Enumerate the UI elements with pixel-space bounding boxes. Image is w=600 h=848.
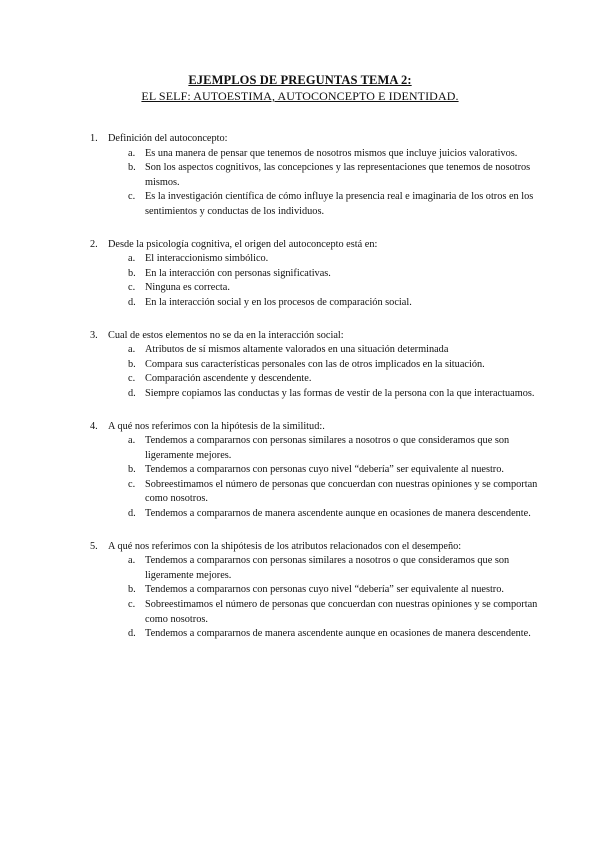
option-letter: d. [128, 296, 136, 308]
option-b [108, 267, 540, 282]
option-text: Es una manera de pensar que tenemos de nosotros mismos que incluye juicios valorativos. [145, 147, 518, 159]
option-letter: a. [128, 344, 136, 356]
option-b [108, 463, 540, 478]
option-letter: b. [128, 162, 136, 174]
option-text: Comparación ascendente y descendente. [145, 373, 312, 385]
option-text: En la interacción social y en los procesos de comparación social. [145, 296, 412, 308]
option-text: Tendemos a compararnos con personas cuyo nivel “debería” ser equivalente al nuestro. [145, 464, 504, 476]
question-3 [0, 329, 600, 402]
option-letter: d. [128, 387, 136, 399]
option-letter: a. [128, 253, 136, 265]
option-b [108, 358, 540, 373]
option-text: Ninguna es correcta. [145, 282, 230, 294]
question-text: Definición del autoconcepto: [108, 133, 228, 144]
option-text: Atributos de sí mismos altamente valorados en una situación determinada [145, 344, 449, 356]
option-a [108, 252, 540, 267]
option-d [108, 387, 540, 402]
option-letter: b. [128, 267, 136, 279]
option-text: El interaccionismo simbólico. [145, 253, 269, 265]
option-text: Es la investigación científica de cómo influye la presencia real e imaginaria de los otros en los sentimientos y conductas de los individuos. [145, 191, 534, 217]
option-text: Siempre copiamos las conductas y las formas de vestir de la persona con la que interactuamos. [145, 387, 535, 399]
question-2 [0, 238, 600, 311]
option-letter: c. [128, 478, 136, 490]
question-text: Cual de estos elementos no se da en la interacción social: [108, 329, 344, 341]
option-c [108, 598, 540, 627]
option-list [108, 554, 540, 642]
option-list [108, 147, 540, 220]
question-number: 1. [90, 133, 98, 144]
option-text: En la interacción con personas significativas. [145, 267, 331, 279]
question-list [0, 132, 600, 642]
page-title: EJEMPLOS DE PREGUNTAS TEMA 2: [188, 73, 412, 87]
page-subtitle: EL SELF: AUTOESTIMA, AUTOCONCEPTO E IDENTIDAD. [141, 89, 459, 103]
option-c [108, 281, 540, 296]
option-list [108, 434, 540, 522]
option-text: Tendemos a compararnos de manera ascendente aunque en ocasiones de manera descendente. [145, 508, 531, 520]
option-letter: c. [128, 282, 136, 294]
option-letter: a. [128, 147, 136, 159]
question-number: 2. [90, 238, 98, 250]
option-text: Tendemos a compararnos con personas cuyo nivel “debería” ser equivalente al nuestro. [145, 584, 504, 596]
option-letter: a. [128, 555, 136, 567]
question-number: 3. [90, 329, 98, 341]
question-text: A qué nos referimos con la shipótesis de los atributos relacionados con el desempeño: [108, 540, 462, 552]
question-text: Desde la psicología cognitiva, el origen del autoconcepto está en: [108, 238, 378, 250]
option-c [108, 190, 540, 219]
option-text: Tendemos a compararnos con personas similares a nosotros o que consideramos que son ligeramente mejores. [145, 555, 510, 581]
option-letter: b. [128, 464, 136, 476]
option-a [108, 434, 540, 463]
option-b [108, 161, 540, 190]
option-text: Tendemos a compararnos de manera ascendente aunque en ocasiones de manera descendente. [145, 628, 531, 640]
option-letter: d. [128, 508, 136, 520]
question-4 [0, 420, 600, 522]
option-a [108, 554, 540, 583]
option-a [108, 147, 540, 162]
option-list [108, 252, 540, 310]
question-5 [0, 540, 600, 642]
question-number: 4. [90, 420, 98, 432]
option-letter: a. [128, 435, 136, 447]
option-letter: d. [128, 628, 136, 640]
option-letter: b. [128, 584, 136, 596]
option-a [108, 343, 540, 358]
option-list [108, 343, 540, 401]
option-text: Compara sus características personales con las de otros implicados en la situación. [145, 358, 485, 370]
option-c [108, 478, 540, 507]
question-number: 5. [90, 540, 98, 552]
title-block [0, 72, 600, 104]
option-d [108, 507, 540, 522]
option-letter: c. [128, 373, 136, 385]
option-letter: c. [128, 191, 136, 203]
option-text: Son los aspectos cognitivos, las concepciones y las representaciones que tenemos de nosotros mismos. [145, 162, 531, 188]
option-d [108, 296, 540, 311]
option-text: Sobreestimamos el número de personas que concuerdan con nuestras opiniones y se comportan como nosotros. [145, 478, 538, 505]
option-c [108, 372, 540, 387]
option-letter: c. [128, 599, 136, 611]
option-d [108, 627, 540, 642]
question-1 [0, 132, 600, 220]
option-text: Sobreestimamos el número de personas que concuerdan con nuestras opiniones y se comportan como nosotros. [145, 599, 538, 625]
option-b [108, 583, 540, 598]
option-text: Tendemos a compararnos con personas similares a nosotros o que consideramos que son ligeramente mejores. [145, 435, 510, 461]
question-text: A qué nos referimos con la hipótesis de la similitud:. [108, 420, 325, 432]
option-letter: b. [128, 358, 136, 370]
